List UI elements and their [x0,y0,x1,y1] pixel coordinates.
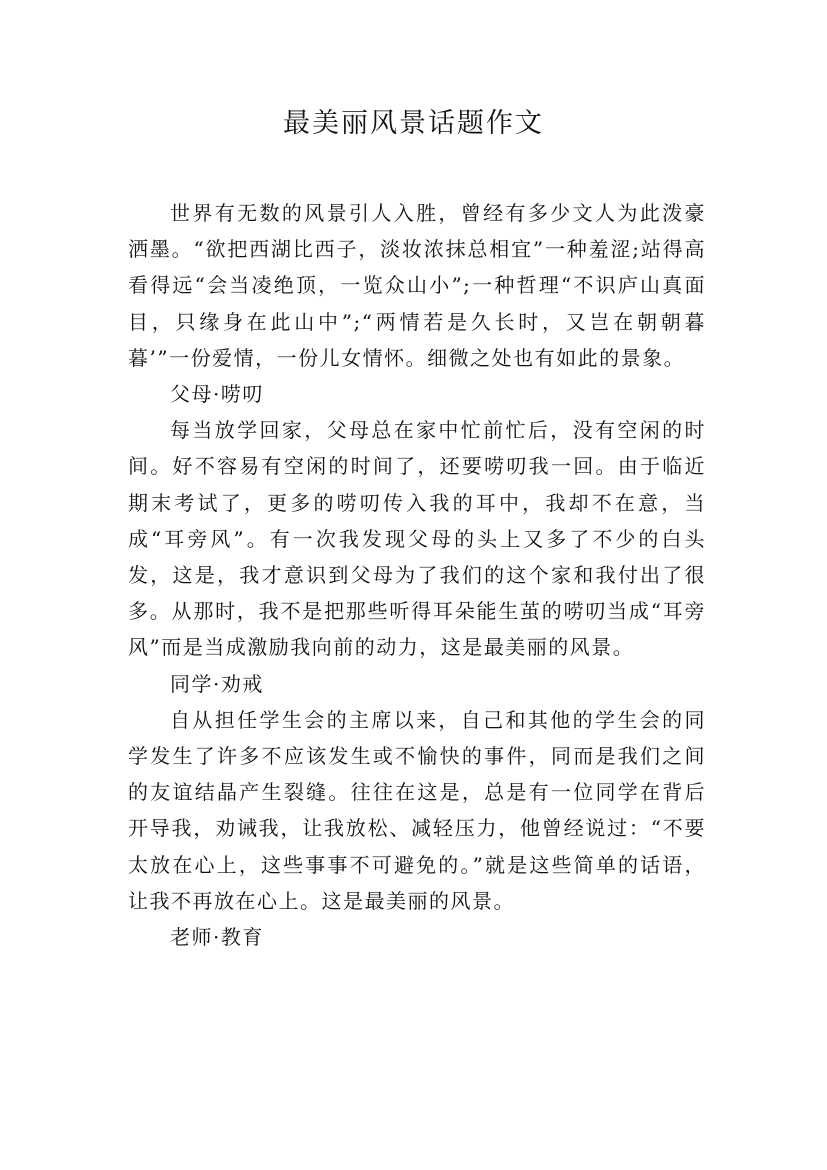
section-heading-parents: 父母·唠叨 [170,382,264,407]
intro-paragraph: 世界有无数的风景引人入胜，曾经有多少文人为此泼豪洒墨。“欲把西湖比西子，淡妆浓抹总相宜”一种羞涩;站得高看得远“会当凌绝顶，一览众山小”;一种哲理“不识庐山真面目，只缘身在此山中”;“两情若是久长时，又岂在朝朝暮暮’”一份爱情，一份儿女情怀。细微之处也有如此的景象。 [128,201,706,370]
section-heading-classmates: 同学·劝戒 [170,671,264,696]
section-heading-teacher: 老师·教育 [170,925,264,950]
section-paragraph-classmates: 自从担任学生会的主席以来，自己和其他的学生会的同学发生了许多不应该发生或不愉快的事件，同而是我们之间的友谊结晶产生裂缝。往往在这是，总是有一位同学在背后开导我，劝诫我，让我放松、减轻压力，他曾经说过：“不要太放在心上，这些事事不可避免的。”就是这些简单的话语，让我不再放在心上。这是最美丽的风景。 [128,707,706,913]
document-body [128,195,706,955]
document-title: 最美丽风景话题作文 [283,108,544,139]
section-paragraph-parents: 每当放学回家，父母总在家中忙前忙后，没有空闲的时间。好不容易有空闲的时间了，还要唠叨我一回。由于临近期末考试了，更多的唠叨传入我的耳中，我却不在意，当成“耳旁风”。有一次我发现父母的头上又多了不少的白头发，这是，我才意识到父母为了我们的这个家和我付出了很多。从那时，我不是把那些听得耳朵能生茧的唠叨当成“耳旁风”而是当成激励我向前的动力，这是最美丽的风景。 [128,418,706,660]
